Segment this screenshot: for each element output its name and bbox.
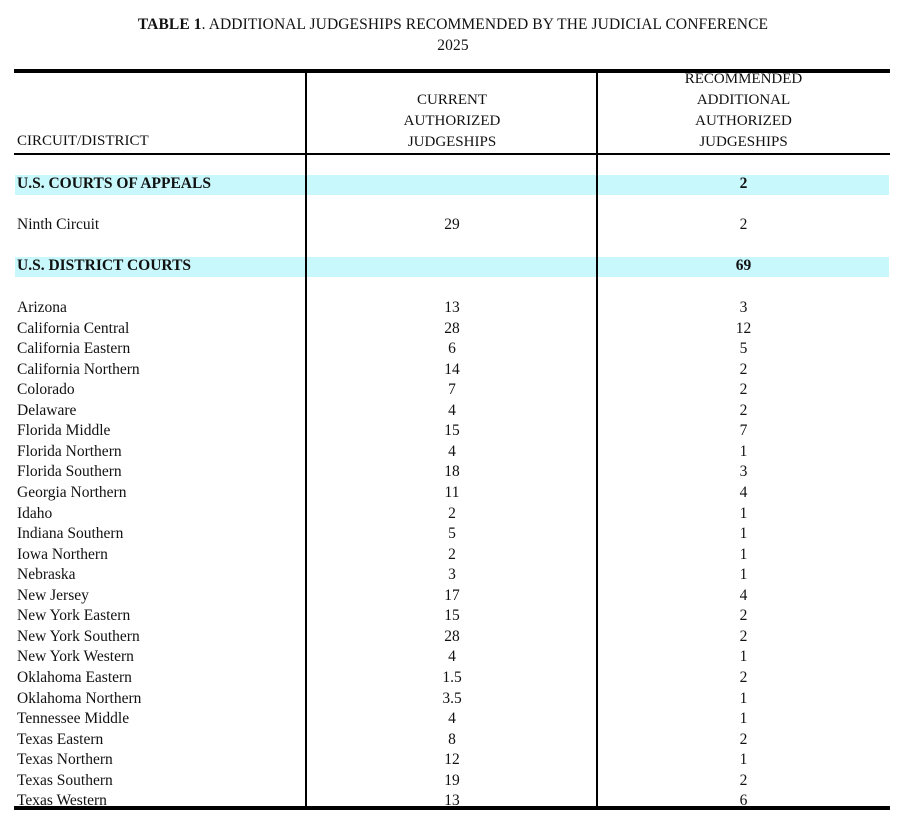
row-recommended: 1 — [739, 442, 748, 460]
appeals-section-label: U.S. COURTS OF APPEALS — [17, 175, 211, 192]
row-name: California Eastern — [17, 340, 131, 358]
table-row — [0, 772, 906, 793]
row-name: Oklahoma Northern — [17, 689, 142, 707]
row-name: Texas Northern — [17, 751, 113, 769]
row-recommended: 2 — [739, 730, 748, 748]
table-row — [0, 648, 906, 669]
table-row — [0, 402, 906, 423]
row-current: 8 — [448, 730, 456, 748]
row-name: Georgia Northern — [17, 484, 127, 501]
row-recommended: 1 — [739, 566, 748, 584]
table-row — [0, 216, 906, 237]
row-recommended: 12 — [735, 319, 752, 337]
row-name: Florida Middle — [17, 422, 111, 440]
row-current: 2 — [448, 504, 456, 522]
row-recommended: 1 — [739, 525, 748, 542]
row-recommended: 1 — [739, 545, 748, 563]
row-current: 3.5 — [442, 689, 462, 707]
row-recommended: 3 — [739, 463, 748, 481]
row-recommended: 2 — [739, 627, 748, 645]
row-current: 5 — [448, 525, 456, 542]
row-recommended: 1 — [739, 751, 748, 769]
table-row — [0, 484, 906, 505]
table-row — [0, 546, 906, 567]
row-recommended: 2 — [739, 668, 748, 686]
table-year: 2025 — [437, 37, 469, 54]
row-recommended: 2 — [739, 360, 748, 378]
row-recommended: 6 — [739, 792, 748, 810]
header-current-line: CURRENT — [416, 92, 487, 108]
appeals-section-total: 2 — [739, 175, 748, 192]
row-recommended: 7 — [739, 422, 748, 440]
row-name: Nebraska — [17, 566, 76, 584]
row-current: 28 — [444, 319, 460, 337]
row-current: 4 — [448, 442, 456, 460]
row-current: 15 — [444, 422, 460, 440]
row-current: 19 — [444, 771, 460, 789]
row-recommended: 4 — [739, 484, 748, 501]
row-name: Ninth Circuit — [17, 216, 100, 233]
row-current: 4 — [448, 648, 456, 666]
header-recommended-line: JUDGESHIPS — [699, 134, 788, 150]
row-recommended: 2 — [739, 607, 748, 625]
row-current: 14 — [444, 360, 460, 378]
row-current: 12 — [444, 751, 460, 769]
row-recommended: 4 — [739, 586, 748, 604]
row-recommended: 2 — [739, 381, 748, 399]
row-recommended: 5 — [739, 340, 748, 358]
row-name: Oklahoma Eastern — [17, 668, 132, 686]
row-current: 4 — [448, 401, 456, 419]
row-name: Iowa Northern — [17, 545, 108, 563]
row-current: 29 — [444, 216, 460, 233]
row-current: 11 — [444, 484, 460, 501]
row-name: Delaware — [17, 401, 77, 419]
table-row — [0, 320, 906, 341]
table-row — [0, 525, 906, 546]
row-current: 1.5 — [442, 668, 462, 686]
header-recommended — [598, 69, 889, 153]
table-row — [0, 751, 906, 772]
row-recommended: 3 — [739, 299, 748, 316]
row-current: 4 — [448, 710, 456, 727]
row-name: Colorado — [17, 381, 75, 399]
row-name: Tennessee Middle — [17, 710, 130, 727]
table-row — [0, 505, 906, 526]
table-row — [0, 710, 906, 731]
table-title-text: . ADDITIONAL JUDGESHIPS RECOMMENDED BY THE JUDICIAL CONFERENCE — [201, 16, 769, 33]
table-row — [0, 587, 906, 608]
table-row — [0, 690, 906, 711]
table-row — [0, 340, 906, 361]
table-number: TABLE 1 — [137, 16, 202, 33]
row-current: 3 — [448, 566, 456, 584]
row-name: Arizona — [17, 299, 67, 316]
row-recommended: 2 — [739, 216, 748, 233]
row-current: 13 — [444, 792, 460, 810]
table-row — [0, 299, 906, 320]
row-name: Texas Western — [17, 792, 107, 810]
table-title — [0, 16, 906, 34]
header-current-line: AUTHORIZED — [403, 113, 501, 129]
row-recommended: 1 — [739, 504, 748, 522]
row-name: New York Southern — [17, 627, 140, 645]
row-name: Idaho — [17, 504, 53, 522]
row-name: Texas Eastern — [17, 730, 104, 748]
row-recommended: 2 — [739, 771, 748, 789]
header-rule — [14, 153, 890, 155]
row-current: 18 — [444, 463, 460, 481]
row-recommended: 1 — [739, 689, 748, 707]
header-recommended-line: ADDITIONAL — [696, 92, 791, 108]
row-name: New Jersey — [17, 586, 89, 604]
header-current — [307, 90, 597, 153]
row-recommended: 2 — [739, 401, 748, 419]
row-recommended: 1 — [739, 710, 748, 727]
header-current-line: JUDGESHIPS — [407, 134, 497, 150]
row-name: Florida Northern — [17, 442, 122, 460]
district-section-label: U.S. DISTRICT COURTS — [17, 257, 192, 274]
row-current: 2 — [448, 545, 456, 563]
header-recommended-line: AUTHORIZED — [695, 113, 792, 129]
row-name: California Northern — [17, 360, 140, 378]
row-name: New York Western — [17, 648, 134, 666]
table-row — [0, 463, 906, 484]
table-row — [0, 443, 906, 464]
row-current: 28 — [444, 627, 460, 645]
row-name: Florida Southern — [17, 463, 122, 481]
row-name: Indiana Southern — [17, 525, 124, 542]
table-row — [0, 628, 906, 649]
table-row — [0, 731, 906, 752]
table-row — [0, 792, 906, 813]
table-row — [0, 361, 906, 382]
row-current: 6 — [448, 340, 456, 358]
row-current: 15 — [444, 607, 460, 625]
table-row — [0, 381, 906, 402]
row-name: New York Eastern — [17, 607, 131, 625]
table-row — [0, 566, 906, 587]
row-name: California Central — [17, 319, 130, 337]
row-recommended: 1 — [739, 648, 748, 666]
row-current: 17 — [444, 586, 460, 604]
row-name: Texas Southern — [17, 771, 113, 789]
table-row — [0, 607, 906, 628]
row-current: 13 — [444, 299, 460, 316]
table-row — [0, 422, 906, 443]
district-section-total: 69 — [735, 257, 752, 274]
row-current: 7 — [448, 381, 456, 399]
table-row — [0, 669, 906, 690]
header-circuit: CIRCUIT/DISTRICT — [17, 133, 149, 149]
header-recommended-line: RECOMMENDED — [684, 71, 803, 87]
